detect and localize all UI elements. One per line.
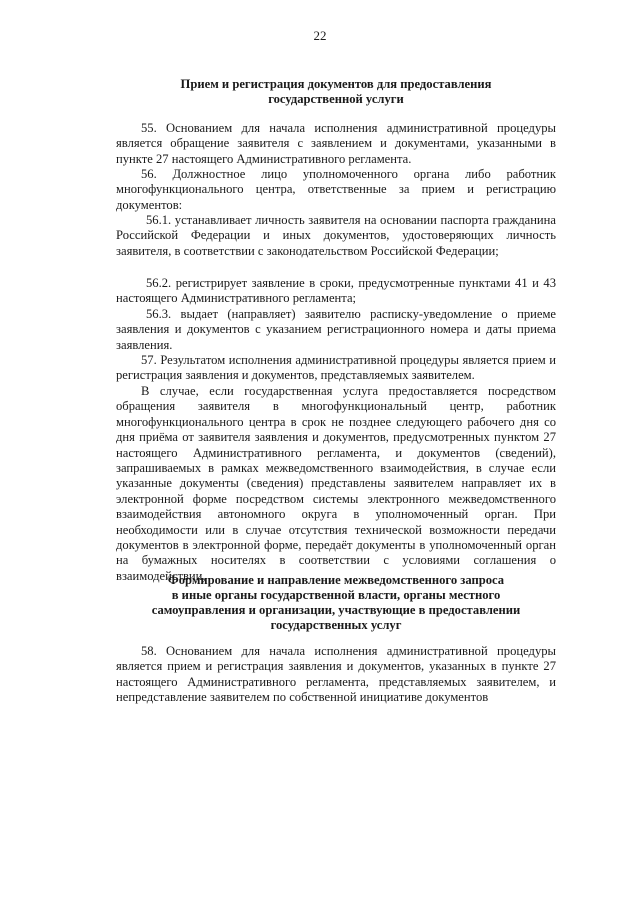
- paragraph-58: 58. Основанием для начала исполнения административной процедуры является прием и регистрация заявления и документов, указанных в пункте 27 настоящего Административного регламента, представляемых заявителем, и непредставление заявителем по собственной инициативе документов: [116, 644, 556, 705]
- paragraph-57: 57. Результатом исполнения административной процедуры является прием и регистрация заявления и документов, представляемых заявителем.: [116, 353, 556, 383]
- paragraph-56-2: 56.2. регистрирует заявление в сроки, предусмотренные пунктами 41 и 43 настоящего Административного регламента;: [116, 276, 556, 306]
- heading-line: самоуправления и организации, участвующие в предоставлении: [151, 603, 521, 617]
- paragraph-55: 55. Основанием для начала исполнения административной процедуры является обращение заявителя с заявлением и документами, указанными в пункте 27 настоящего Административного регламента.: [116, 121, 556, 166]
- heading-line: государственных услуг: [270, 618, 402, 632]
- paragraph-56-1: 56.1. устанавливает личность заявителя на основании паспорта гражданина Российской Федерации и иных документов, удостоверяющих личность заявителя, в соответствии с законодательством Российской Федерации;: [116, 213, 556, 258]
- heading-line: Прием и регистрация документов для предоставления: [180, 77, 492, 91]
- page-number: 22: [313, 28, 327, 43]
- section-heading-reception: [116, 77, 556, 107]
- section-heading-interagency-request: [116, 573, 556, 633]
- heading-line: в иные органы государственной власти, органы местного: [171, 588, 501, 602]
- paragraph-57-mfc: В случае, если государственная услуга предоставляется посредством обращения заявителя в многофункциональный центр, работник многофункционального центра в срок не позднее следующего рабочего дня со дня приёма от заявителя заявления и документов, предусмотренных пунктом 27 настоящего Административного регламента, и документов (сведений), запрашиваемых в рамках межведомственного взаимодействия, в случае если указанные документы (сведения) представлены заявителем направляет их в электронной форме посредством системы электронного межведомственного взаимодействия автономного округа в уполномоченный орган. При необходимости или в случае отсутствия технической возможности передачи документов в электронной форме, передаёт документы в уполномоченный орган на бумажных носителях в соответствии с условиями соглашения о взаимодействии.: [116, 384, 556, 583]
- paragraph-56: 56. Должностное лицо уполномоченного органа либо работник многофункционального центра, ответственные за прием и регистрацию документов:: [116, 167, 556, 212]
- heading-line: государственной услуги: [268, 92, 404, 106]
- heading-line: Формирование и направление межведомственного запроса: [167, 573, 505, 587]
- paragraph-56-3: 56.3. выдает (направляет) заявителю расписку-уведомление о приеме заявления и документов с указанием регистрационного номера и даты приема заявления.: [116, 307, 556, 352]
